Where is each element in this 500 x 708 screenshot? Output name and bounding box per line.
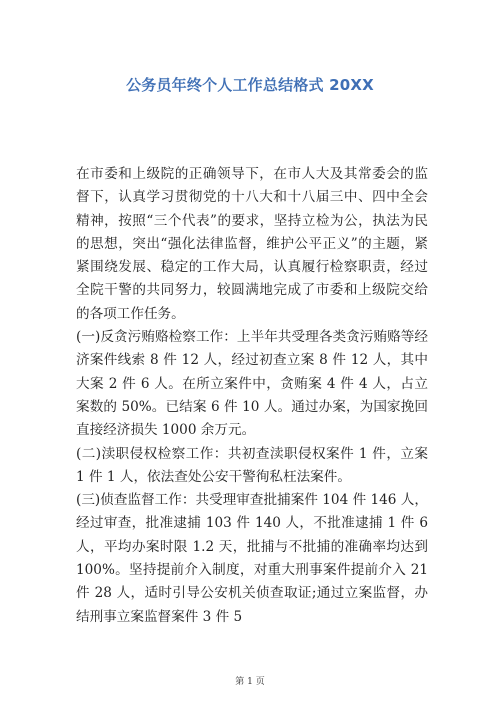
paragraph-dereliction: (二)渎职侵权检察工作：共初查渎职侵权案件 1 件，立案 1 件 1 人，依法查处公安干警徇私枉法案件。 [76,445,428,485]
document-body [76,163,428,629]
paragraph-intro: 在市委和上级院的正确领导下，在市人大及其常委会的监督下，认真学习贯彻党的十八大和十八届三中、四中全会精神，按照“三个代表”的要求，坚持立检为公，执法为民的思想，突出“强化法律监督，维护公平正义”的主题，紧紧围绕发展、稳定的工作大局，认真履行检察职责，经过全院干警的共同努力，较圆满地完成了市委和上级院交给的各项工作任务。 [76,166,428,322]
paragraph-investigation: (三)侦查监督工作：共受理审查批捕案件 104 件 146 人，经过审查，批准逮捕 103 件 140 人，不批准逮捕 1 件 6 人，平均办案时限 1.2 天，批捕与不批捕的准确率均达到 100%。坚持提前介入制度，对重大刑事案件提前介入 21 件 28 人，适时引导公安机关侦查取证;通过立案监督，办结刑事立案监督案件 3 件 5 [76,492,428,625]
page-number: 第 1 页 [235,677,265,687]
document-title: 公务员年终个人工作总结格式 20XX [126,76,374,94]
paragraph-anti-corruption: (一)反贪污贿赂检察工作：上半年共受理各类贪污贿赂等经济案件线索 8 件 12 人，经过初查立案 8 件 12 人，其中大案 2 件 6 人。在所立案件中，贪贿案 4 件 4 人，占立案数的 50%。已结案 6 件 10 人。通过办案，为国家挽回直接经济损失 1000 余万元。 [76,329,428,439]
